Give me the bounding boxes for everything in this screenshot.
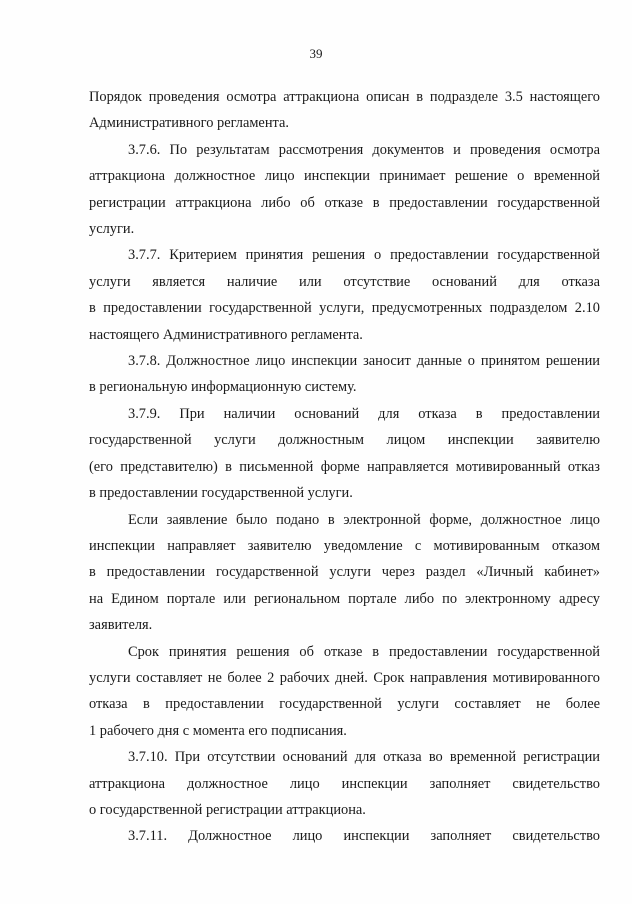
- text-line: 3.7.11. Должностное лицо инспекции заполняет свидетельство: [128, 828, 600, 845]
- text-line: 3.7.10. При отсутствии оснований для отказа во временной регистрации: [128, 749, 600, 766]
- text-line: инспекции направляет заявителю уведомление с мотивированным отказом: [89, 537, 600, 554]
- paragraph: [89, 84, 600, 137]
- paragraph: [89, 639, 600, 745]
- paragraph: [89, 823, 600, 849]
- paragraph: [89, 507, 600, 639]
- text-line: в предоставлении государственной услуги, предусмотренных подразделом 2.10: [89, 300, 600, 317]
- text-line: 3.7.8. Должностное лицо инспекции заносит данные о принятом решении: [128, 353, 600, 370]
- text-line: аттракциона должностное лицо инспекции принимает решение о временной: [89, 168, 600, 185]
- text-line: аттракциона должностное лицо инспекции заполняет свидетельство: [89, 775, 600, 792]
- text-line: Если заявление было подано в электронной форме, должностное лицо: [128, 511, 600, 528]
- text-line: Срок принятия решения об отказе в предоставлении государственной: [128, 643, 600, 660]
- text-line: государственной услуги должностным лицом инспекции заявителю: [89, 432, 600, 449]
- text-line: 3.7.9. При наличии оснований для отказа в предоставлении: [128, 405, 600, 422]
- page-number: 39: [309, 46, 323, 61]
- text-line: в предоставлении государственной услуги.: [89, 485, 353, 502]
- text-line: услуги.: [89, 221, 135, 238]
- text-line: 1 рабочего дня с момента его подписания.: [89, 722, 347, 739]
- paragraph: [89, 348, 600, 401]
- document-body: [89, 84, 600, 850]
- text-line: услуги является наличие или отсутствие оснований для отказа: [89, 273, 600, 290]
- text-line: о государственной регистрации аттракциона.: [89, 801, 366, 818]
- text-line: услуги составляет не более 2 рабочих дней. Срок направления мотивированного: [89, 669, 600, 686]
- paragraph: [89, 744, 600, 823]
- text-line: Административного регламента.: [89, 115, 289, 132]
- paragraph: [89, 401, 600, 507]
- paragraph: [89, 137, 600, 243]
- paragraph: [89, 242, 600, 348]
- text-line: 3.7.7. Критерием принятия решения о предоставлении государственной: [128, 247, 600, 264]
- text-line: регистрации аттракциона либо об отказе в предоставлении государственной: [89, 194, 600, 211]
- text-line: на Едином портале или региональном портале либо по электронному адресу: [89, 590, 600, 607]
- text-line: 3.7.6. По результатам рассмотрения документов и проведения осмотра: [128, 141, 600, 158]
- text-line: настоящего Административного регламента.: [89, 326, 363, 343]
- text-line: заявителя.: [89, 617, 153, 634]
- text-line: (его представителю) в письменной форме направляется мотивированный отказ: [89, 458, 600, 475]
- text-line: Порядок проведения осмотра аттракциона описан в подразделе 3.5 настоящего: [89, 89, 600, 105]
- text-line: отказа в предоставлении государственной услуги составляет не более: [89, 696, 600, 713]
- text-line: в региональную информационную систему.: [89, 379, 357, 396]
- text-line: в предоставлении государственной услуги через раздел «Личный кабинет»: [89, 564, 600, 581]
